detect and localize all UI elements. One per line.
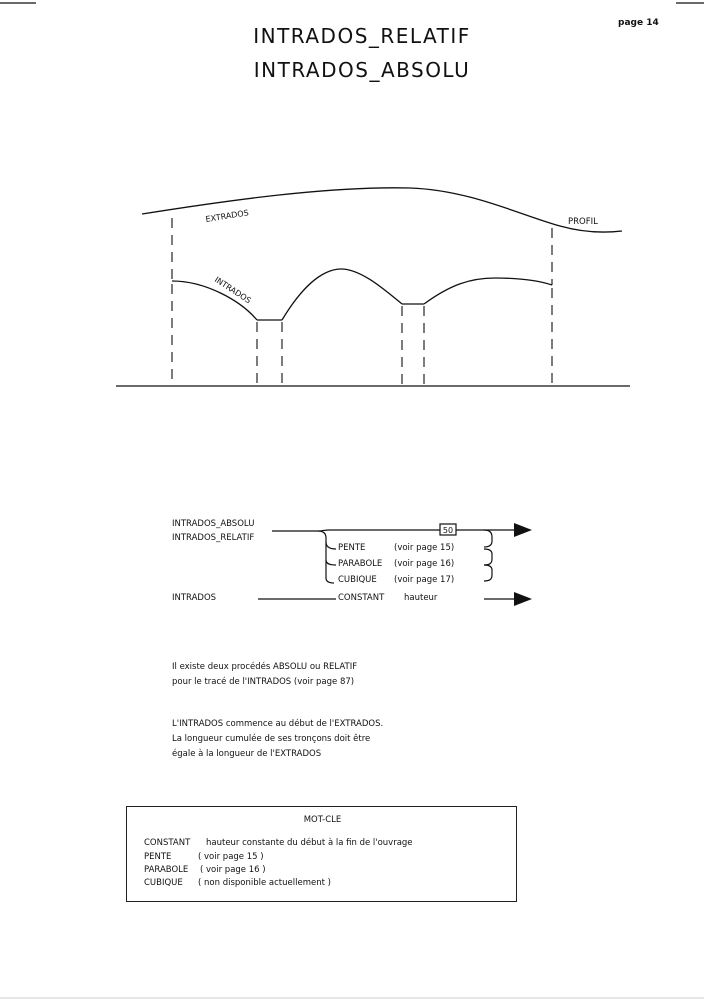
syntax-arrow-bottom-icon bbox=[514, 592, 532, 606]
keyword-desc: ( voir page 15 ) bbox=[198, 852, 264, 862]
keyword-box bbox=[126, 806, 517, 902]
syntax-kw-intrados: INTRADOS bbox=[172, 593, 217, 603]
keyword-desc: ( non disponible actuellement ) bbox=[198, 878, 331, 888]
page-title-line1: INTRADOS_RELATIF bbox=[253, 24, 471, 48]
keyword-row bbox=[144, 852, 264, 862]
note-line: L'INTRADOS commence au début de l'EXTRADOS. bbox=[172, 719, 384, 729]
keyword-desc: hauteur constante du début à la fin de l'ouvrage bbox=[206, 838, 413, 848]
keyword-row bbox=[144, 838, 413, 848]
note-line: Il existe deux procédés ABSOLU ou RELATIF bbox=[172, 662, 358, 672]
note-paragraph-2 bbox=[172, 717, 383, 762]
syntax-option-name: CUBIQUE bbox=[338, 575, 377, 585]
keyword-row bbox=[144, 865, 266, 875]
keyword-name: CONSTANT bbox=[144, 838, 191, 848]
note-line: La longueur cumulée de ses tronçons doit être bbox=[172, 734, 371, 744]
page-number: page 14 bbox=[618, 18, 659, 28]
note-paragraph-1 bbox=[172, 660, 357, 690]
keyword-box-title: MOT-CLE bbox=[303, 815, 342, 825]
syntax-arrow-top-icon bbox=[514, 523, 532, 537]
profil-label: PROFIL bbox=[568, 217, 598, 227]
syntax-kw-relatif: INTRADOS_RELATIF bbox=[172, 533, 255, 543]
keyword-row bbox=[144, 878, 331, 888]
repeat-count: 50 bbox=[442, 526, 454, 535]
note-line: pour le tracé de l'INTRADOS (voir page 87) bbox=[172, 677, 355, 687]
syntax-constant-name: CONSTANT bbox=[338, 593, 385, 603]
syntax-option-name: PENTE bbox=[338, 543, 366, 553]
syntax-option-ref: (voir page 16) bbox=[394, 559, 455, 569]
extrados-label: EXTRADOS bbox=[204, 208, 250, 224]
syntax-constant-arg: hauteur bbox=[404, 593, 438, 603]
keyword-name: PENTE bbox=[144, 852, 172, 862]
syntax-option-name: PARABOLE bbox=[338, 559, 383, 569]
note-line: égale à la longueur de l'EXTRADOS bbox=[172, 749, 322, 759]
syntax-option-ref: (voir page 17) bbox=[394, 575, 455, 585]
syntax-option-ref: (voir page 15) bbox=[394, 543, 455, 553]
keyword-name: PARABOLE bbox=[144, 865, 189, 875]
keyword-name: CUBIQUE bbox=[144, 878, 183, 888]
intrados-label: INTRADOS bbox=[212, 275, 253, 306]
page-title-line2: INTRADOS_ABSOLU bbox=[253, 58, 471, 82]
keyword-desc: ( voir page 16 ) bbox=[200, 865, 266, 875]
syntax-kw-absolu: INTRADOS_ABSOLU bbox=[172, 519, 255, 529]
